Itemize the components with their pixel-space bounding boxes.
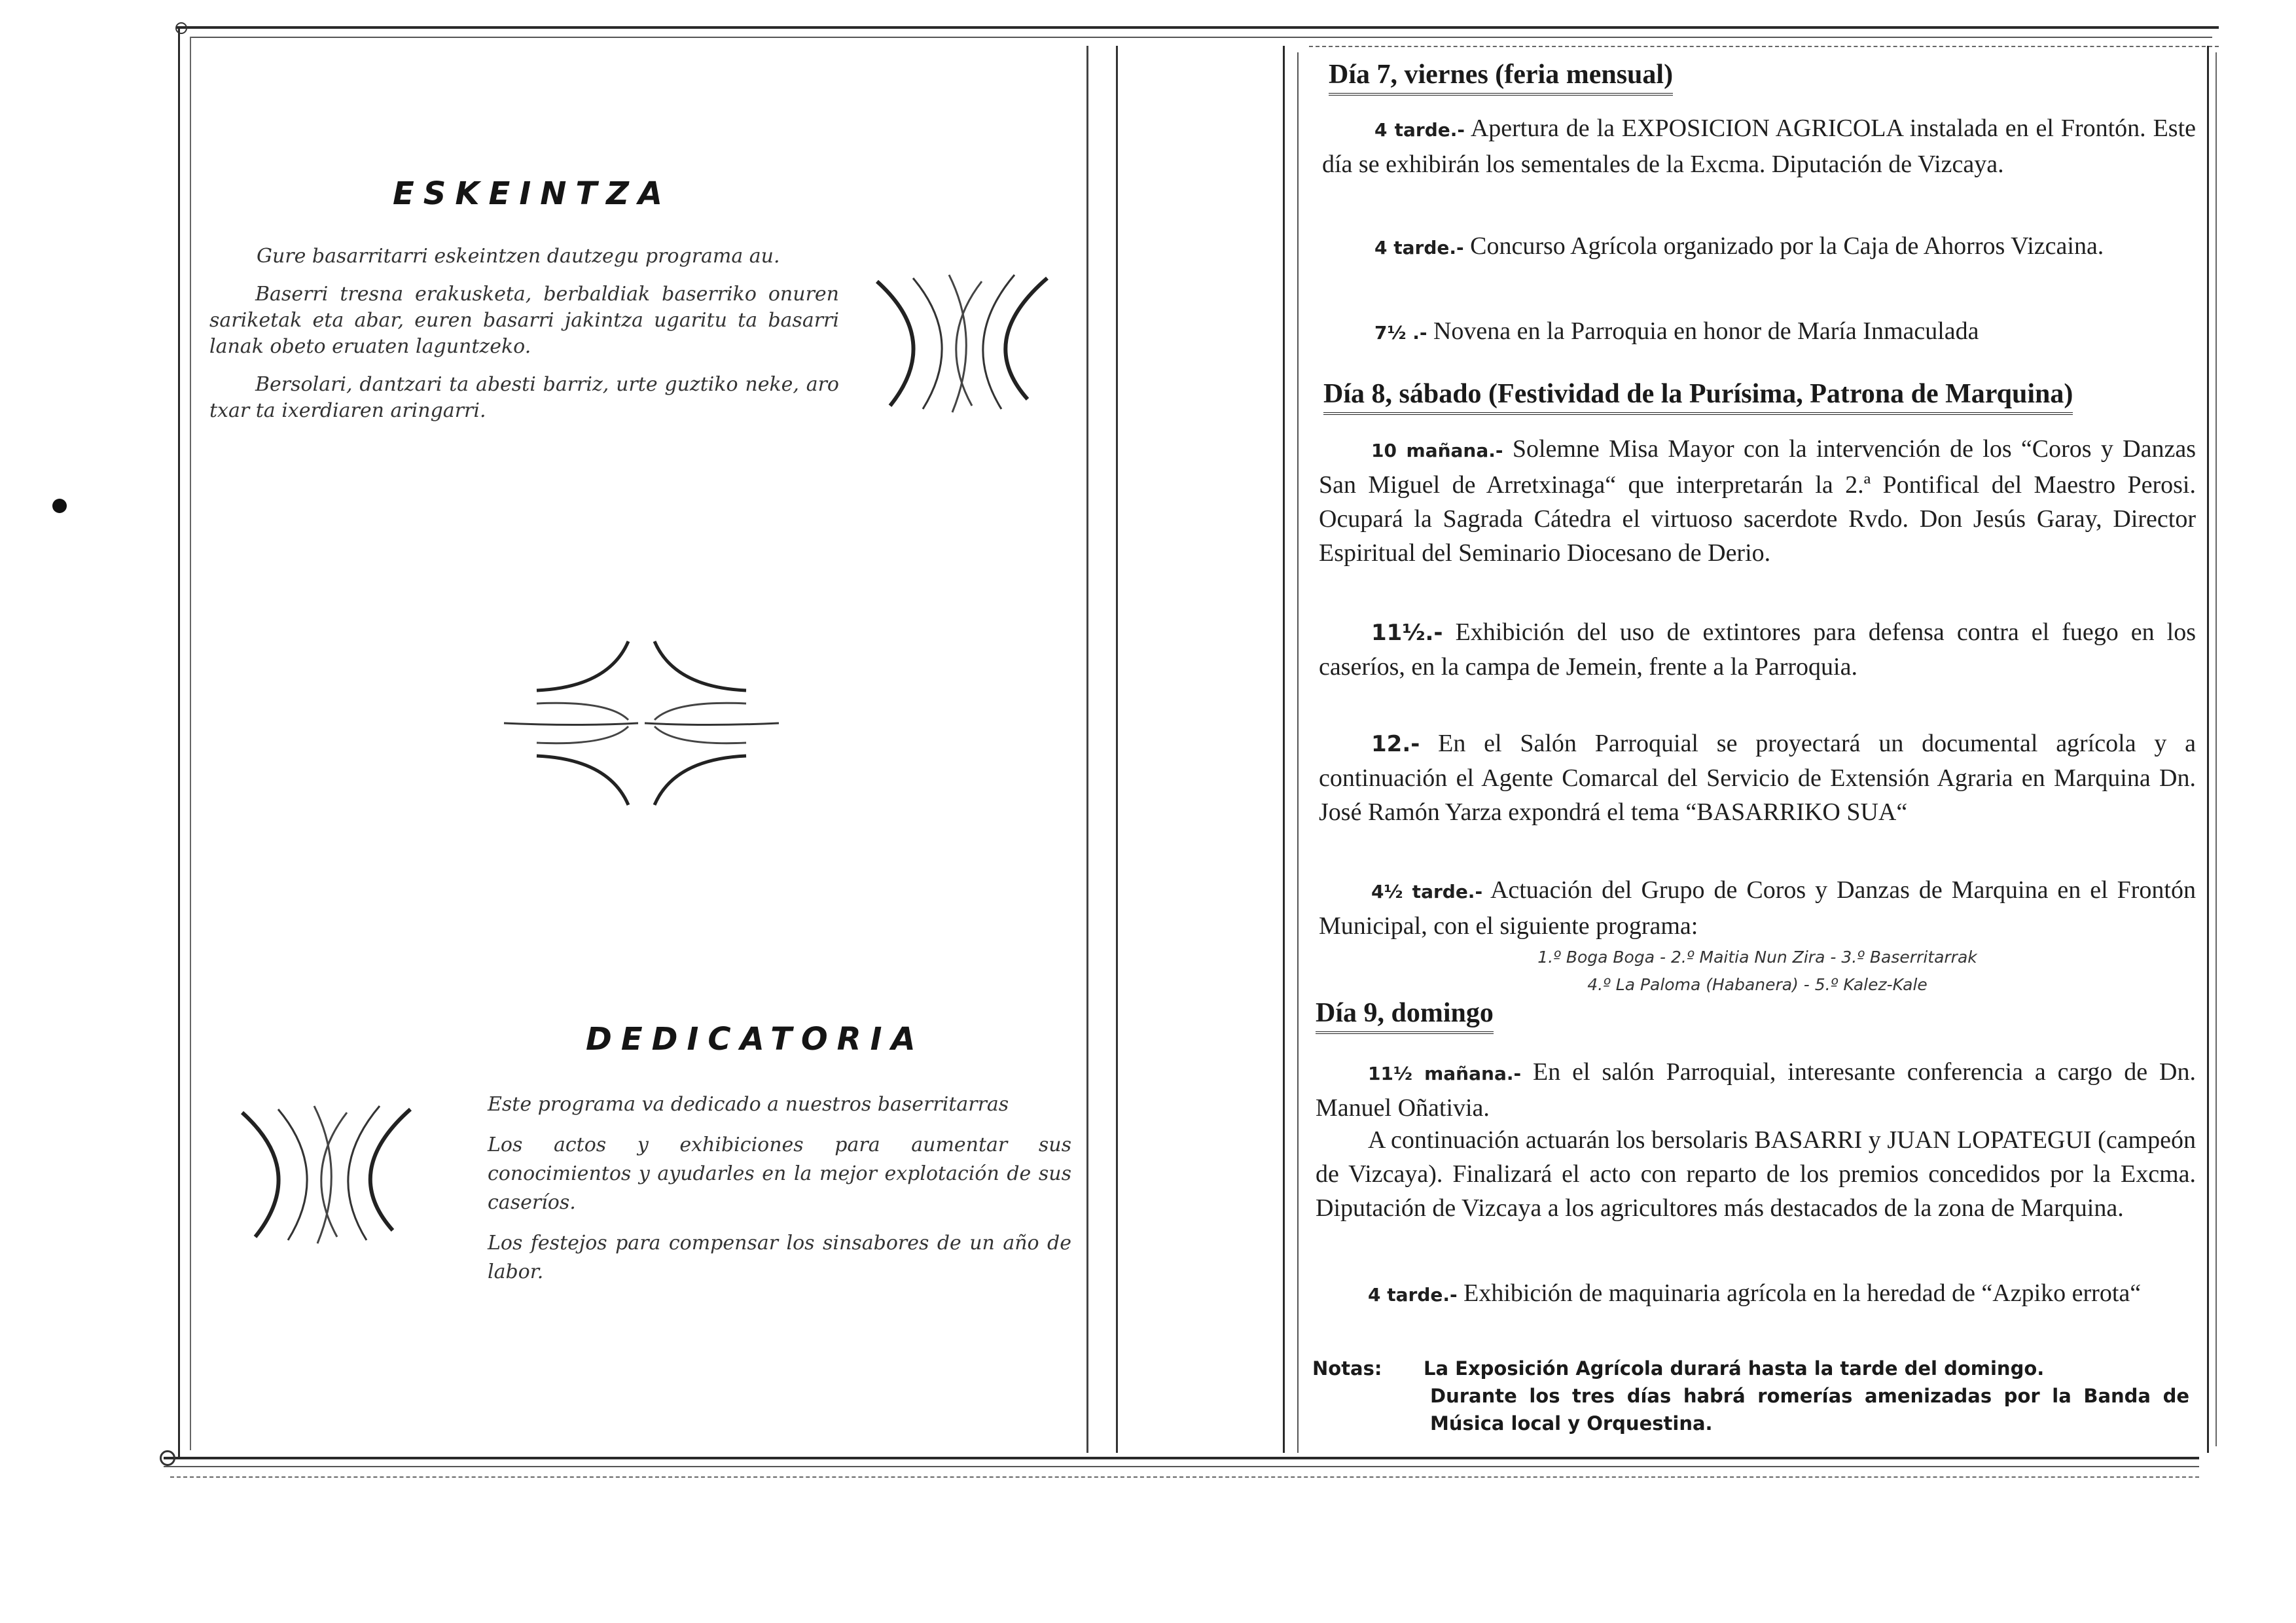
day7-item-1-time: 4 tarde.- [1374, 119, 1465, 141]
decorative-ornament-top [864, 268, 1054, 419]
day8-program-line-1: 1.º Boga Boga - 2.º Maitia Nun Zira - 3.º Baserritarrak [1537, 948, 1977, 967]
center-fold-line-4 [1297, 52, 1299, 1453]
notes-block [1312, 1355, 2196, 1446]
day8-item-3-text: En el Salón Parroquial se proyectará un documental agrícola y a continuación el Agente Comarcal del Servicio de Extensión Agraria en Marquina Dn. José Ramón Yarza expondrá el tema “BASARRIKO SUA“ [1319, 730, 2196, 826]
day8-program-line-2: 4.º La Paloma (Habanera) - 5.º Kalez-Kale [1587, 975, 1928, 994]
day9-item-2-text: A continuación actuarán los bersolaris BASARRI y JUAN LOPATEGUI (campeón de Vizcaya). Finalizará el acto con reparto de los premios concedidos por la Excma. Diputación de Vizcaya a los agricultores más destacados de la zona de Marquina. [1316, 1126, 2196, 1222]
day9-item-1 [1316, 1055, 2196, 1125]
notes-label: Notas: [1312, 1357, 1382, 1380]
day8-item-1-time: 10 mañana.- [1371, 440, 1503, 461]
punch-hole-dot [52, 499, 67, 513]
notes-line-2: Durante los tres días habrá romerías amenizadas por la Banda de Música local y Orquestina. [1430, 1385, 2189, 1435]
day7-item-1 [1322, 111, 2196, 181]
corner-circle-bottom [160, 1450, 175, 1466]
dedicatoria-paragraph-1: Este programa va dedicado a nuestros baserritarras [488, 1093, 1009, 1116]
day9-item-2 [1316, 1123, 2196, 1225]
day7-item-2 [1322, 229, 2196, 265]
eskeintza-paragraph-1: Gure basarritarri eskeintzen dautzegu programa au. [257, 245, 780, 268]
day8-item-3 [1319, 726, 2196, 829]
eskeintza-paragraph-3: Bersolari, dantzari ta abesti barriz, urte guztiko neke, aro txar ta ixerdiaren aringarri. [209, 373, 839, 422]
day9-item-3-text: Exhibición de maquinaria agrícola en la heredad de “Azpiko errota“ [1463, 1279, 2142, 1307]
day7-item-1-text: Apertura de la EXPOSICION AGRICOLA instalada en el Frontón. Este día se exhibirán los sementales de la Excma. Diputación de Vizcaya. [1322, 115, 2197, 178]
dedicatoria-text [488, 1090, 1071, 1298]
day8-item-2 [1319, 615, 2196, 684]
day8-item-4-time: 4½ tarde.- [1371, 881, 1483, 902]
day9-heading: Día 9, domingo [1316, 997, 1494, 1034]
day7-item-3-text: Novena en la Parroquia en honor de María Inmaculada [1433, 317, 1979, 345]
dedicatoria-paragraph-2: Los actos y exhibiciones para aumentar sus conocimientos y ayudarles en la mejor explotación de sus caseríos. [488, 1133, 1071, 1214]
day8-item-1-text: Solemne Misa Mayor con la intervención de los “Coros y Danzas San Miguel de Arretxinaga“ que interpretarán la 2.ª Pontifical del Maestro Perosi. Ocupará la Sagrada Cátedra el virtuoso sacerdote Rvdo. Don Jesús Garay, Director Espiritual del Seminario Diocesano de Derio. [1319, 435, 2197, 567]
day7-item-2-text: Concurso Agrícola organizado por la Caja de Ahorros Vizcaina. [1470, 232, 2104, 260]
eskeintza-text [209, 243, 839, 436]
frame-bottom-line [164, 1457, 2199, 1459]
frame-top-inner-line [190, 37, 2212, 38]
day8-item-1 [1319, 432, 2196, 570]
frame-right-inner-line [2215, 52, 2217, 1446]
day8-item-4 [1319, 873, 2196, 943]
day8-item-2-time: 11½.- [1371, 620, 1443, 646]
day9-item-3 [1316, 1276, 2196, 1312]
frame-left-line [178, 26, 180, 1459]
day7-item-3-time: 7½ .- [1374, 322, 1427, 344]
corner-circle-top [175, 22, 187, 34]
day8-item-2-text: Exhibición del uso de extintores para defensa contra el fuego en los caseríos, en la campa de Jemein, frente a la Parroquia. [1319, 618, 2196, 681]
day7-item-3 [1322, 314, 2196, 350]
frame-bottom-dash [170, 1476, 2199, 1478]
day7-heading: Día 7, viernes (feria mensual) [1329, 59, 1673, 96]
frame-bottom-inner-line [164, 1466, 2199, 1467]
day8-heading: Día 8, sábado (Festividad de la Purísima, Patrona de Marquina) [1323, 378, 2073, 415]
dedicatoria-paragraph-3: Los festejos para compensar los sinsabores de un año de labor. [488, 1232, 1071, 1283]
day8-item-4-text: Actuación del Grupo de Coros y Danzas de Marquina en el Frontón Municipal, con el siguiente programa: [1319, 876, 2196, 940]
frame-top-line [177, 26, 2219, 29]
frame-left-inner-line [190, 37, 191, 1450]
dedicatoria-title: DEDICATORIA [586, 1021, 925, 1058]
day9-item-3-time: 4 tarde.- [1368, 1284, 1458, 1306]
day7-item-2-time: 4 tarde.- [1374, 237, 1464, 259]
center-fold-line-3 [1283, 46, 1285, 1453]
eskeintza-title: ESKEINTZA [393, 175, 672, 212]
eskeintza-paragraph-2: Baserri tresna erakusketa, berbaldiak baserriko onuren sariketak eta abar, euren basarri jakintza ugaritu ta basarri lanak obeto eruaten laguntzeko. [209, 283, 839, 358]
day9-item-1-text: En el salón Parroquial, interesante conferencia a cargo de Dn. Manuel Oñativia. [1316, 1058, 2197, 1122]
center-fold-line-2 [1116, 46, 1118, 1453]
frame-top-dash [1309, 46, 2219, 47]
frame-right-line [2207, 46, 2209, 1453]
notes-line-1: La Exposición Agrícola durará hasta la tarde del domingo. [1424, 1357, 2045, 1380]
decorative-ornament-center [497, 628, 785, 818]
day8-item-3-time: 12.- [1371, 731, 1420, 757]
decorative-ornament-bottom [232, 1099, 416, 1250]
day9-item-1-time: 11½ mañana.- [1368, 1063, 1522, 1084]
center-fold-line-1 [1086, 46, 1088, 1453]
